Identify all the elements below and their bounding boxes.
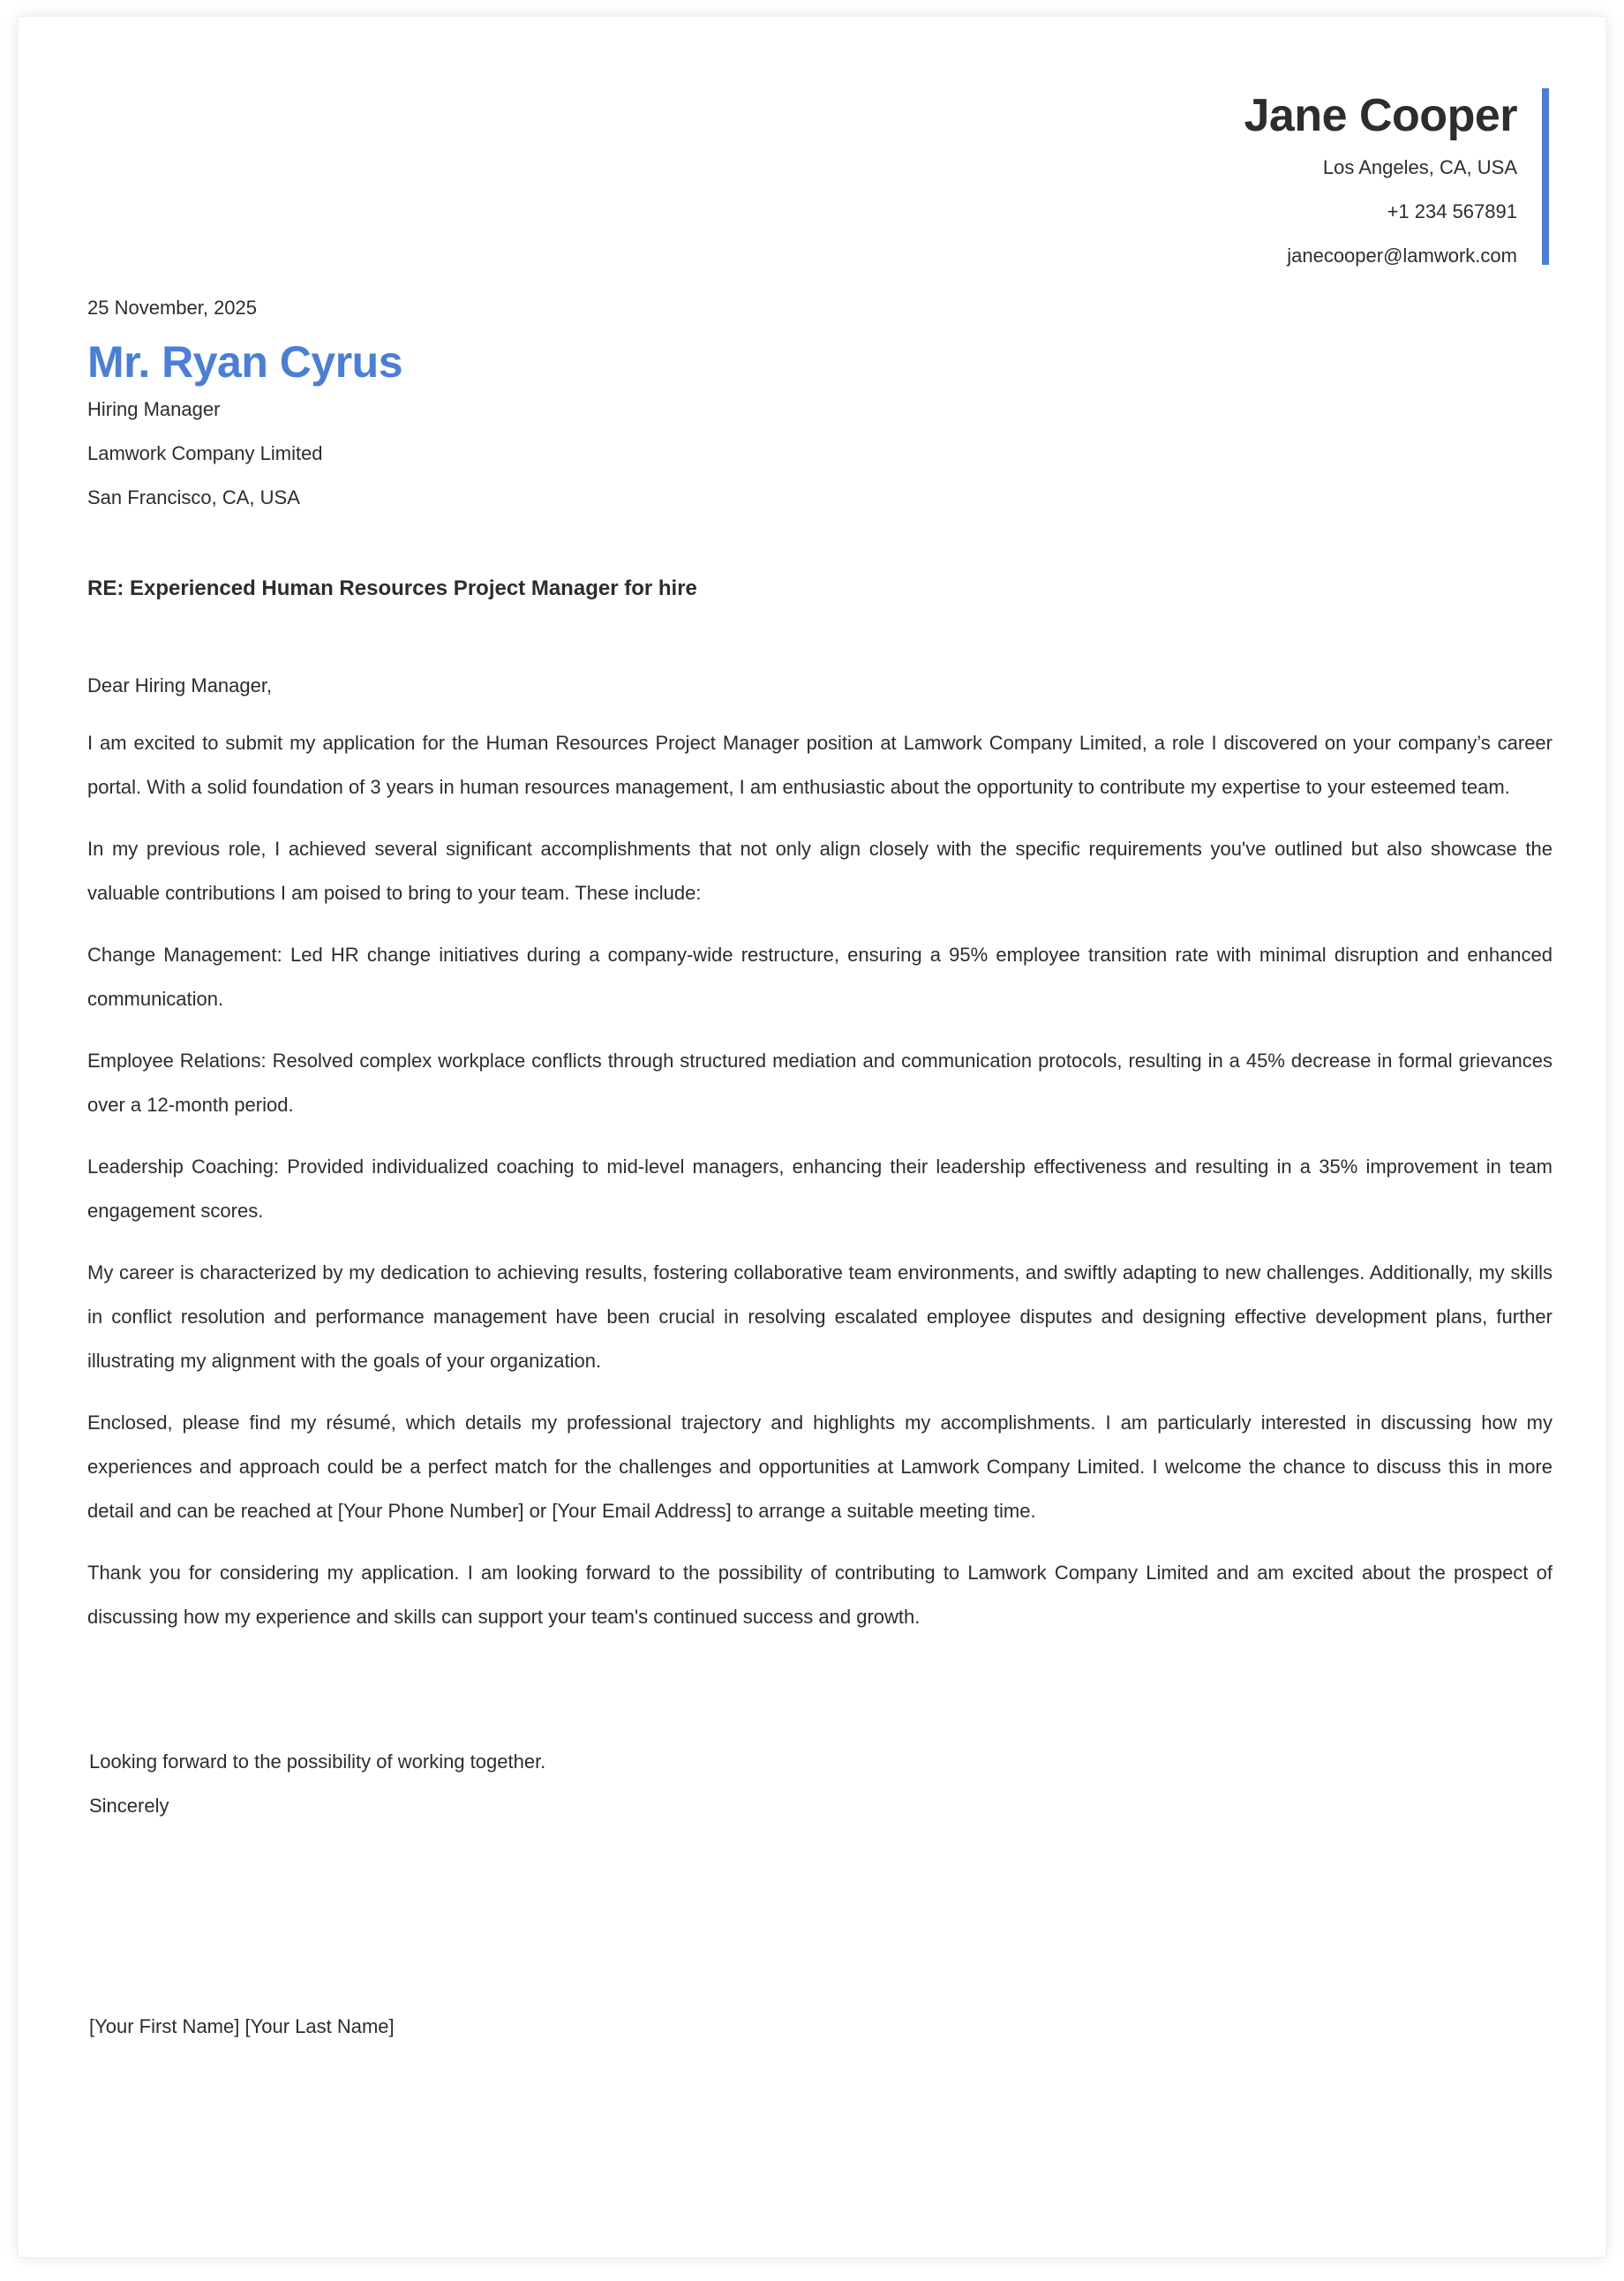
sender-header	[1244, 87, 1517, 278]
recipient-location: San Francisco, CA, USA	[87, 486, 300, 508]
body-paragraph: Leadership Coaching: Provided individualized coaching to mid-level managers, enhancing their leadership effectiveness and resulting in a 35% improvement in team engagement scores.	[87, 1156, 1553, 1222]
sender-name: Jane Cooper	[1244, 90, 1517, 141]
closing-line: Looking forward to the possibility of working together.	[89, 1750, 546, 1773]
letter-date: 25 November, 2025	[87, 297, 258, 319]
body-paragraph: In my previous role, I achieved several significant accomplishments that not only align closely with the specific requirements you've outlined but also showcase the valuable contributions I am poised to bring to your team. These include:	[87, 838, 1553, 904]
sender-location: Los Angeles, CA, USA	[1322, 156, 1517, 178]
recipient-company: Lamwork Company Limited	[87, 442, 323, 464]
body-paragraph: Employee Relations: Resolved complex workplace conflicts through structured mediation and communication protocols, resulting in a 45% decrease in formal grievances over a 12-month period.	[87, 1050, 1553, 1116]
letter-closing	[87, 1740, 1553, 1828]
recipient-name: Mr. Ryan Cyrus	[87, 337, 403, 387]
sender-email: janecooper@lamwork.com	[1287, 245, 1517, 267]
letter-greeting: Dear Hiring Manager,	[87, 674, 273, 696]
sender-phone: +1 234 567891	[1387, 200, 1517, 222]
accent-bar	[1542, 88, 1549, 265]
letter-content	[87, 290, 1553, 2049]
body-paragraph: Thank you for considering my application. I am looking forward to the possibility of contributing to Lamwork Company Limited and am excited about the prospect of discussing how my experience and skills can support your team's continued success and growth.	[87, 1562, 1553, 1628]
signature-name: [Your First Name] [Your Last Name]	[89, 2015, 395, 2037]
body-paragraph: I am excited to submit my application for the Human Resources Project Manager position at Lamwork Company Limited, a role I discovered on your company’s career portal. With a solid foundation of 3 years in human resources management, I am enthusiastic about the opportunity to contribute my expertise to your esteemed team.	[87, 732, 1553, 798]
letter-page	[18, 16, 1606, 2258]
body-paragraph: Change Management: Led HR change initiatives during a company-wide restructure, ensuring a 95% employee transition rate with minimal disruption and enhanced communication.	[87, 944, 1553, 1010]
body-paragraph: Enclosed, please find my résumé, which details my professional trajectory and highlights my accomplishments. I am particularly interested in discussing how my experiences and approach could be a perfect match for the challenges and opportunities at Lamwork Company Limited. I welcome the chance to discuss this in more detail and can be reached at [Your Phone Number] or [Your Email Address] to arrange a suitable meeting time.	[87, 1412, 1553, 1522]
body-paragraph: My career is characterized by my dedication to achieving results, fostering collaborative team environments, and swiftly adapting to new challenges. Additionally, my skills in conflict resolution and performance management have been crucial in resolving escalated employee disputes and designing effective development plans, further illustrating my alignment with the goals of your organization.	[87, 1261, 1553, 1372]
recipient-title: Hiring Manager	[87, 398, 221, 420]
letter-subject: RE: Experienced Human Resources Project Manager for hire	[87, 576, 697, 600]
closing-salutation: Sincerely	[89, 1795, 169, 1817]
